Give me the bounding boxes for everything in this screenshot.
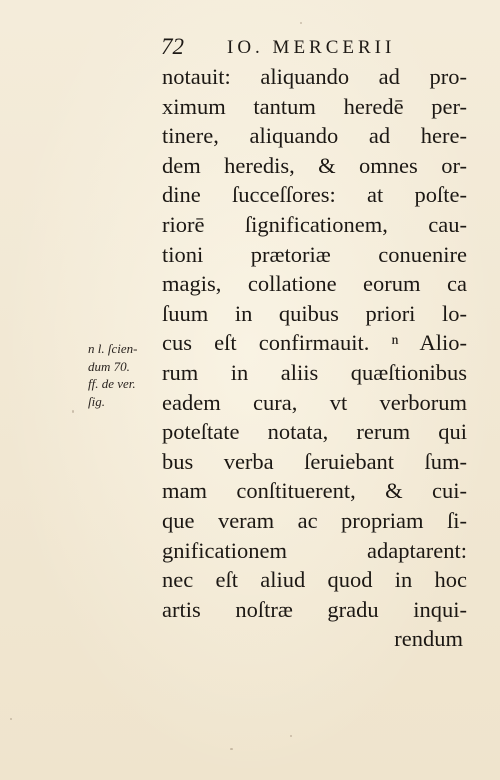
text-line: que veram ac propriam ſi- <box>162 507 467 533</box>
body-text <box>162 62 467 654</box>
text-line: cus eſt confirmauit. ⁿ Alio- <box>162 330 467 356</box>
text-line: eadem cura, vt verborum <box>162 389 467 415</box>
paper-speck <box>72 410 74 413</box>
marginal-note-line: ſig. <box>88 393 105 409</box>
paper-speck <box>230 748 233 750</box>
text-line: mam conſtituerent, & cui- <box>162 478 467 504</box>
text-line-catchword: rendum <box>394 626 463 652</box>
text-line: bus verba ſeruiebant ſum- <box>162 448 467 474</box>
page-number: 72 <box>161 34 184 59</box>
text-line: ſuum in quibus priori lo- <box>162 300 467 326</box>
running-head <box>161 34 471 62</box>
text-line: riorē ſignificationem, cau- <box>162 211 467 237</box>
marginal-note-line: dum 70. <box>88 358 130 374</box>
text-line: ximum tantum heredē per- <box>162 93 467 119</box>
text-line: rum in aliis quæſtionibus <box>162 359 467 385</box>
text-line: dem heredis, & omnes or- <box>162 152 467 178</box>
text-line: poteſtate notata, rerum qui <box>162 419 467 445</box>
paper-speck <box>300 22 302 24</box>
marginal-note <box>88 340 162 410</box>
text-line: dine ſucceſſores: at poſte- <box>162 182 467 208</box>
text-line: artis noſtræ gradu inqui- <box>162 596 467 622</box>
marginal-note-line: n l. ſcien- <box>88 341 138 356</box>
text-line: magis, collatione eorum ca <box>162 271 467 297</box>
running-head-title: IO. MERCERII <box>227 37 396 58</box>
text-line: gnificationem adaptarent: <box>162 537 467 563</box>
text-line: nec eſt aliud quod in hoc <box>162 567 467 593</box>
marginal-note-line: ff. de ver. <box>88 376 136 391</box>
paper-speck <box>10 718 12 720</box>
paper-speck <box>290 735 292 737</box>
text-line: tioni prætoriæ conuenire <box>162 241 467 267</box>
text-line: tinere, aliquando ad here- <box>162 123 467 149</box>
text-line: notauit: aliquando ad pro- <box>162 64 467 89</box>
